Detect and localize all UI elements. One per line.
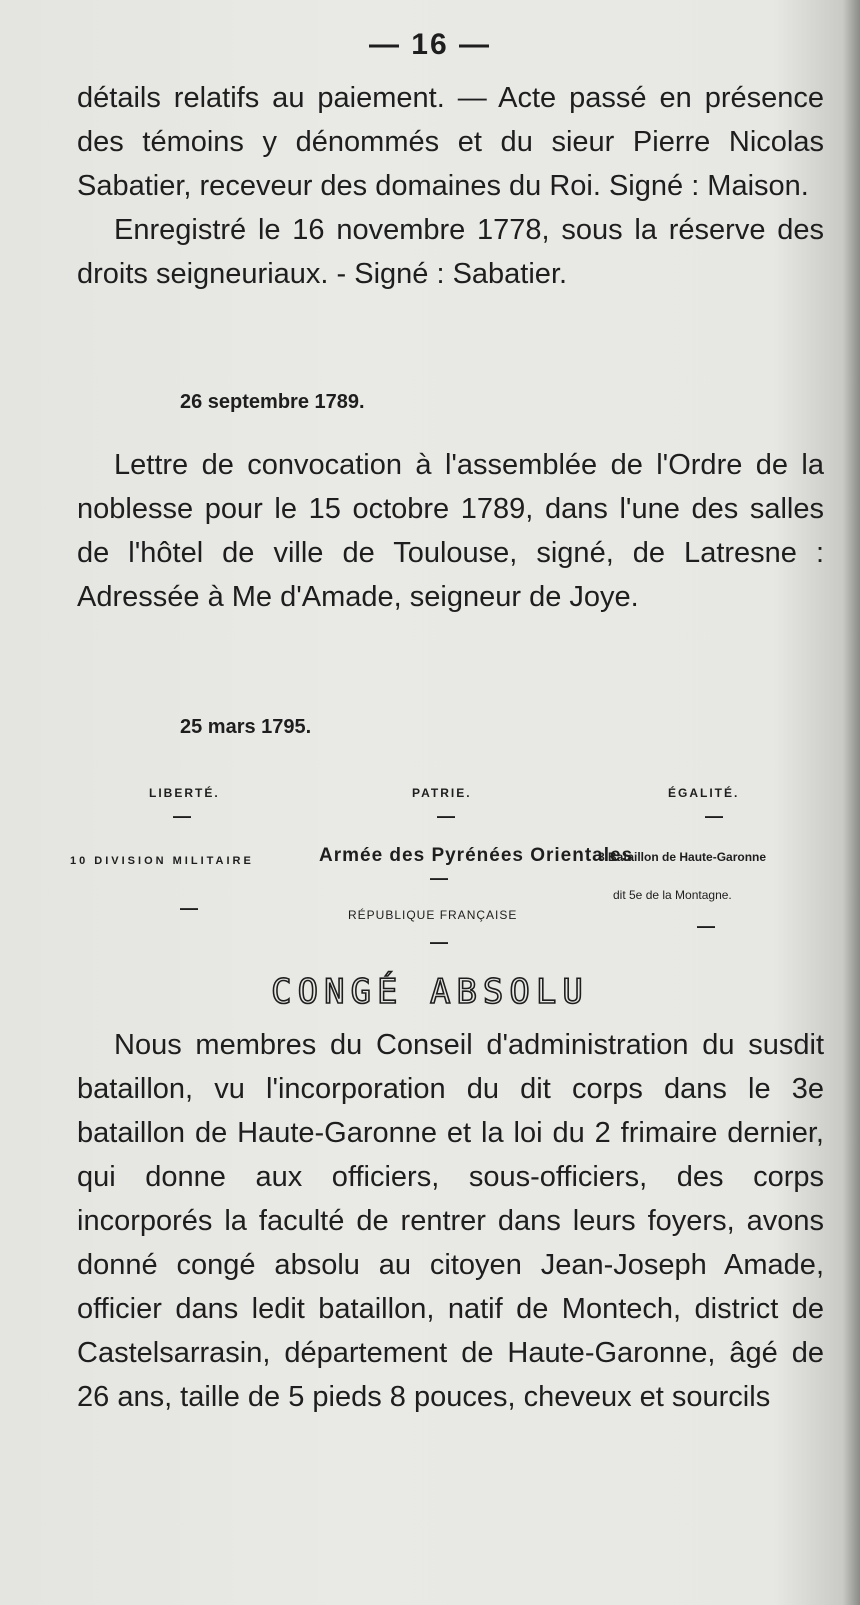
dash-republique: — <box>430 932 448 952</box>
dash-liberte: — <box>173 806 191 826</box>
date-1789: 26 septembre 1789. <box>180 391 365 413</box>
paragraph-convocation: Lettre de convocation à l'assemblée de l'Ordre de la noblesse pour le 15 octobre 1789, dans l'une des salles de l'hôtel de ville de Toulouse, signé, de Latresne : Adressée à Me d'Amade, seigneur de Joye. <box>77 449 824 613</box>
header-montagne: dit 5e de la Montagne. <box>613 888 732 902</box>
header-egalite: ÉGALITÉ. <box>668 786 740 800</box>
dash-armee: — <box>430 868 448 888</box>
header-republique: RÉPUBLIQUE FRANÇAISE <box>348 908 518 922</box>
header-division: 10 DIVISION MILITAIRE <box>70 855 254 867</box>
dash-patrie: — <box>437 806 455 826</box>
conge-absolu-title: CONGÉ ABSOLU <box>271 972 589 1012</box>
header-patrie: PATRIE. <box>412 786 472 800</box>
page-number: — 16 — <box>368 28 492 61</box>
dash-division: — <box>180 898 198 918</box>
paragraph-paiement: détails relatifs au paiement. — Acte passé en présence des témoins y dénommés et du sieur Pierre Nicolas Sabatier, receveur des domaines du Roi. Signé : Maison. <box>77 82 824 202</box>
paragraph-enregistre: Enregistré le 16 novembre 1778, sous la réserve des droits seigneuriaux. - Signé : Sabatier. <box>77 214 824 290</box>
header-armee: Armée des Pyrénées Orientales <box>319 845 634 866</box>
paragraph-conseil: Nous membres du Conseil d'administration du susdit bataillon, vu l'incorporation du dit corps dans le 3e bataillon de Haute-Garonne et la loi du 2 frimaire dernier, qui donne aux officiers, sous-officiers, des corps incorporés la faculté de rentrer dans leurs foyers, avons donné congé absolu au citoyen Jean-Joseph Amade, officier dans ledit bataillon, natif de Montech, district de Castelsarrasin, département de Haute-Garonne, âgé de 26 ans, taille de 5 pieds 8 pouces, cheveux et sourcils <box>77 1029 824 1413</box>
header-bataillon: 8 Bataillon de Haute-Garonne <box>598 850 767 864</box>
dash-bataillon: — <box>697 916 715 936</box>
header-liberte: LIBERTÉ. <box>149 786 220 800</box>
dash-egalite: — <box>705 806 723 826</box>
date-1795: 25 mars 1795. <box>180 716 312 738</box>
